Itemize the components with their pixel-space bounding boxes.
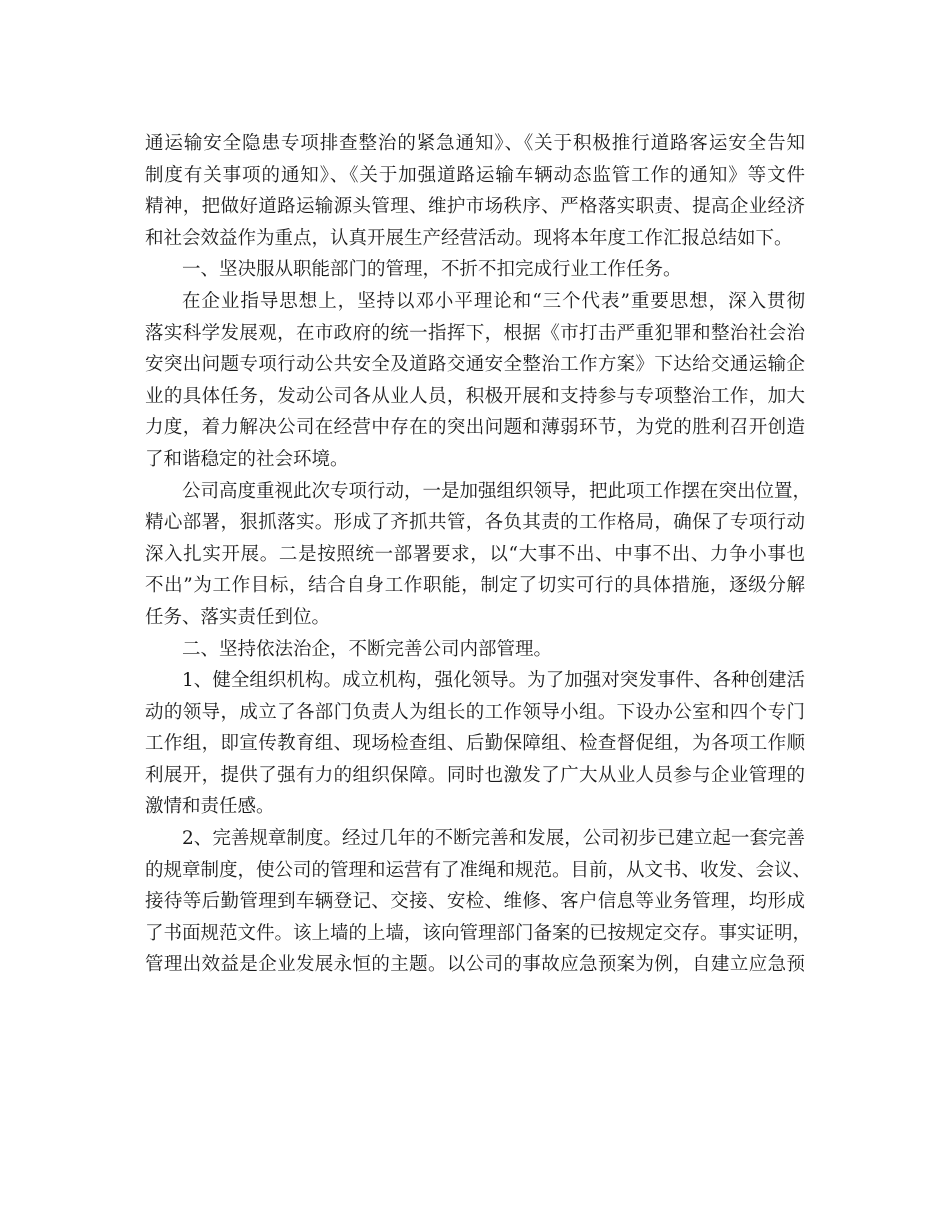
text-line: 落实科学发展观，在市政府的统一指挥下，根据《市打击严重犯罪和整治社会治: [145, 322, 805, 344]
text-line: 二、坚持依法治企，不断完善公司内部管理。: [182, 638, 553, 660]
text-line: 在企业指导思想上，坚持以邓小平理论和“三个代表”重要思想，深入贯彻: [182, 290, 805, 312]
text-line: 力度，着力解决公司在经营中存在的突出问题和薄弱环节，为党的胜利召开创造: [145, 417, 805, 439]
text-line: 精神，把做好道路运输源头管理、维护市场秩序、严格落实职责、提高企业经济: [145, 196, 805, 218]
text-line: 公司高度重视此次专项行动，一是加强组织领导，把此项工作摆在突出位置，: [182, 480, 812, 502]
text-line: 2、完善规章制度。经过几年的不断完善和发展，公司初步已建立起一套完善: [182, 828, 805, 850]
text-line: 了书面规范文件。该上墙的上墙，该向管理部门备案的已按规定交存。事实证明，: [145, 922, 812, 944]
text-line: 接待等后勤管理到车辆登记、交接、安检、维修、客户信息等业务管理，均形成: [145, 891, 805, 913]
text-line: 业的具体任务，发动公司各从业人员，积极开展和支持参与专项整治工作，加大: [145, 385, 805, 407]
text-line: 制度有关事项的通知》、《关于加强道路运输车辆动态监管工作的通知》等文件: [145, 164, 805, 186]
text-line: 安突出问题专项行动公共安全及道路交通安全整治工作方案》下达给交通运输企: [145, 354, 805, 376]
text-line: 动的领导，成立了各部门负责人为组长的工作领导小组。下设办公室和四个专门: [145, 701, 805, 723]
text-line: 深入扎实开展。二是按照统一部署要求，以“大事不出、中事不出、力争小事也: [145, 543, 805, 565]
text-line: 管理出效益是企业发展永恒的主题。以公司的事故应急预案为例，自建立应急预: [145, 954, 805, 976]
text-line: 和社会效益作为重点，认真开展生产经营活动。现将本年度工作汇报总结如下。: [145, 227, 793, 249]
text-line: 激情和责任感。: [145, 796, 275, 818]
document-body: [145, 128, 812, 981]
text-line: 了和谐稳定的社会环境。: [145, 448, 349, 470]
text-line: 的规章制度，使公司的管理和运营有了准绳和规范。目前，从文书、收发、会议、: [145, 859, 812, 881]
text-line: 利展开，提供了强有力的组织保障。同时也激发了广大从业人员参与企业管理的: [145, 764, 805, 786]
text-line: 通运输安全隐患专项排查整治的紧急通知》、《关于积极推行道路客运安全告知: [145, 133, 805, 154]
text-line: 一、坚决服从职能部门的管理，不折不扣完成行业工作任务。: [182, 259, 682, 281]
text-line: 精心部署，狠抓落实。形成了齐抓共管，各负其责的工作格局，确保了专项行动: [145, 512, 805, 534]
text-line: 1、健全组织机构。成立机构，强化领导。为了加强对突发事件、各种创建活: [182, 670, 805, 692]
text-line: 工作组，即宣传教育组、现场检查组、后勤保障组、检查督促组，为各项工作顺: [145, 733, 805, 755]
text-line: 不出”为工作目标，结合自身工作职能，制定了切实可行的具体措施，逐级分解: [145, 575, 805, 597]
text-line: 任务、落实责任到位。: [145, 606, 331, 628]
